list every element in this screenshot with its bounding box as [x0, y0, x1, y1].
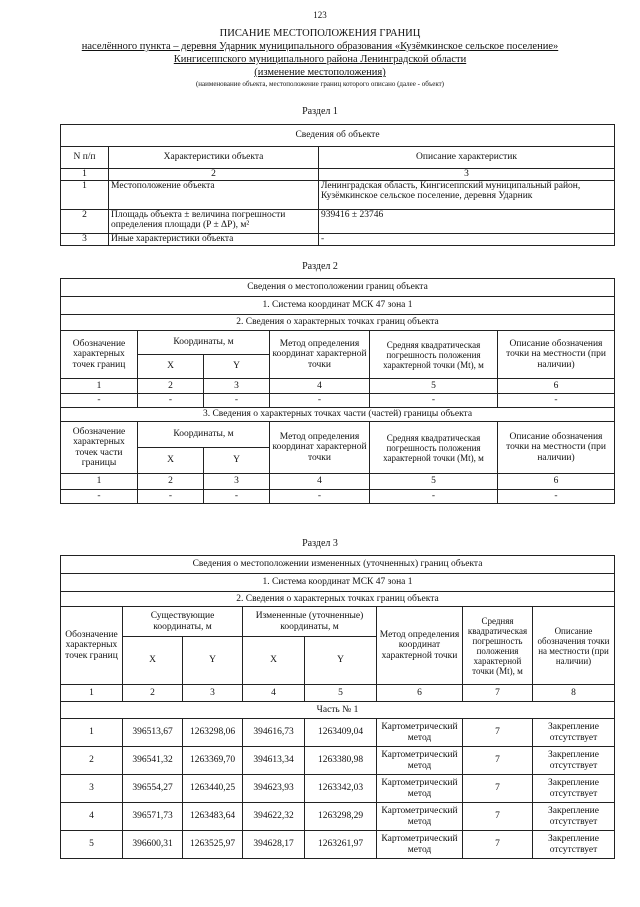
table-row: [61, 775, 615, 803]
existing-x: 396541,32: [123, 747, 183, 775]
row-name: Площадь объекта ± величина погрешности определения площади (P ± ΔP), м²: [109, 209, 319, 233]
cell-empty: -: [498, 490, 615, 504]
header-method: Метод определения координат характерной точки: [270, 331, 370, 379]
col-number: 7: [463, 685, 533, 702]
col-number: 1: [61, 474, 138, 490]
header-method: Метод определения координат характерной точки: [377, 607, 463, 685]
col-number: 2: [109, 169, 319, 181]
section-2-label: Раздел 2: [302, 261, 338, 272]
changed-x: 394622,32: [243, 803, 305, 831]
coordinate-system: 1. Система координат МСК 47 зона 1: [61, 297, 615, 315]
header-y: Y: [305, 637, 377, 685]
existing-y: 1263369,70: [183, 747, 243, 775]
table-row: [61, 719, 615, 747]
header-y: Y: [204, 355, 270, 379]
changed-y: 1263298,29: [305, 803, 377, 831]
section-1-caption: Сведения об объекте: [61, 125, 615, 147]
point-id: 2: [61, 747, 123, 775]
existing-x: 396513,67: [123, 719, 183, 747]
header-num: N п/п: [61, 147, 109, 169]
cell-empty: -: [370, 490, 498, 504]
header-x: X: [138, 448, 204, 474]
method: Картометрический метод: [377, 803, 463, 831]
method: Картометрический метод: [377, 747, 463, 775]
changed-x: 394613,34: [243, 747, 305, 775]
page-number: 123: [313, 10, 327, 20]
existing-x: 396571,73: [123, 803, 183, 831]
error-value: 7: [463, 719, 533, 747]
col-number: 4: [270, 474, 370, 490]
header-y: Y: [183, 637, 243, 685]
row-number: 1: [61, 180, 109, 209]
table-row: [61, 490, 615, 504]
col-number: 5: [370, 474, 498, 490]
cell-empty: -: [370, 394, 498, 408]
method: Картометрический метод: [377, 775, 463, 803]
header-x: X: [243, 637, 305, 685]
table-row: [61, 209, 615, 233]
header-y: Y: [204, 448, 270, 474]
header-point: Обозначение характерных точек границ: [61, 331, 138, 379]
col-number: 1: [61, 685, 123, 702]
row-number: 3: [61, 233, 109, 245]
changed-y: 1263380,98: [305, 747, 377, 775]
header-error: Средняя квадратическая погрешность положения характерной точки (Mt), м: [463, 607, 533, 685]
object-name-note: (наименование объекта, местоположение границ которого описано (далее - объект): [195, 80, 445, 88]
header-point: Обозначение характерных точек границ: [61, 607, 123, 685]
header-description: Описание обозначения точки на местности (при наличии): [498, 331, 615, 379]
header-characteristic: Характеристики объекта: [109, 147, 319, 169]
cell-empty: -: [138, 394, 204, 408]
changed-y: 1263342,03: [305, 775, 377, 803]
cell-empty: -: [270, 490, 370, 504]
existing-y: 1263483,64: [183, 803, 243, 831]
col-number: 5: [370, 379, 498, 394]
point-id: 5: [61, 831, 123, 859]
subsection-title: 2. Сведения о характерных точках границ объекта: [61, 315, 615, 331]
row-name: Иные характеристики объекта: [109, 233, 319, 245]
col-number: 3: [183, 685, 243, 702]
header-coordinates: Координаты, м: [138, 331, 270, 355]
col-number: 2: [138, 379, 204, 394]
changed-x: 394616,73: [243, 719, 305, 747]
point-description: Закрепление отсутствует: [533, 803, 615, 831]
row-number: 2: [61, 209, 109, 233]
col-number: 6: [498, 379, 615, 394]
section-1-label: Раздел 1: [302, 106, 338, 117]
header-error: Средняя квадратическая погрешность положения характерной точки (Mt), м: [370, 331, 498, 379]
col-number: 6: [498, 474, 615, 490]
coordinate-system: 1. Система координат МСК 47 зона 1: [61, 574, 615, 592]
cell-empty: -: [204, 490, 270, 504]
table-row: [61, 394, 615, 408]
table-row: [61, 747, 615, 775]
existing-y: 1263440,25: [183, 775, 243, 803]
error-value: 7: [463, 803, 533, 831]
col-number: 2: [138, 474, 204, 490]
document-title: ПИСАНИЕ МЕСТОПОЛОЖЕНИЯ ГРАНИЦ: [219, 28, 421, 39]
point-id: 3: [61, 775, 123, 803]
table-row: [61, 831, 615, 859]
point-description: Закрепление отсутствует: [533, 719, 615, 747]
changed-x: 394628,17: [243, 831, 305, 859]
cell-empty: -: [270, 394, 370, 408]
cell-empty: -: [61, 490, 138, 504]
existing-y: 1263298,06: [183, 719, 243, 747]
error-value: 7: [463, 747, 533, 775]
header-method: Метод определения координат характерной точки: [270, 422, 370, 474]
col-number: 5: [305, 685, 377, 702]
header-description: Описание обозначения точки на местности (при наличии): [533, 607, 615, 685]
col-number: 6: [377, 685, 463, 702]
point-description: Закрепление отсутствует: [533, 747, 615, 775]
error-value: 7: [463, 775, 533, 803]
row-value: -: [319, 233, 615, 245]
table-row: [61, 803, 615, 831]
col-number: 1: [61, 379, 138, 394]
part-label: Часть № 1: [61, 702, 615, 719]
col-number: 3: [319, 169, 615, 181]
col-number: 3: [204, 474, 270, 490]
section-2-table: [60, 278, 615, 504]
header-description: Описание характеристик: [319, 147, 615, 169]
changed-y: 1263261,97: [305, 831, 377, 859]
point-id: 4: [61, 803, 123, 831]
object-name-line-1: населённого пункта – деревня Ударник муниципального образования «Кузёмкинское сельское поселение»: [81, 41, 559, 52]
col-number: 3: [204, 379, 270, 394]
section-3-table: [60, 555, 615, 859]
object-name-line-3: (изменение местоположения): [254, 67, 386, 78]
cell-empty: -: [204, 394, 270, 408]
method: Картометрический метод: [377, 719, 463, 747]
section-2-caption: Сведения о местоположении границ объекта: [61, 279, 615, 297]
subsection-title: 2. Сведения о характерных точках границ объекта: [61, 592, 615, 607]
point-id: 1: [61, 719, 123, 747]
header-x: X: [123, 637, 183, 685]
changed-y: 1263409,04: [305, 719, 377, 747]
col-number: 4: [243, 685, 305, 702]
changed-x: 394623,93: [243, 775, 305, 803]
header-x: X: [138, 355, 204, 379]
cell-empty: -: [138, 490, 204, 504]
table-row: [61, 180, 615, 209]
section-3-caption: Сведения о местоположении измененных (уточненных) границ объекта: [61, 556, 615, 574]
header-error: Средняя квадратическая погрешность положения характерной точки (Mt), м: [370, 422, 498, 474]
existing-y: 1263525,97: [183, 831, 243, 859]
subsection-title: 3. Сведения о характерных точках части (частей) границы объекта: [61, 408, 615, 422]
existing-x: 396554,27: [123, 775, 183, 803]
header-point: Обозначение характерных точек части границы: [61, 422, 138, 474]
col-number: 2: [123, 685, 183, 702]
point-description: Закрепление отсутствует: [533, 831, 615, 859]
method: Картометрический метод: [377, 831, 463, 859]
col-number: 1: [61, 169, 109, 181]
table-row: [61, 233, 615, 245]
section-3-label: Раздел 3: [302, 538, 338, 549]
row-value: Ленинградская область, Кингисеппский муниципальный район, Кузёмкинское сельское поселение, деревня Ударник: [319, 180, 615, 209]
row-value: 939416 ± 23746: [319, 209, 615, 233]
header-description: Описание обозначения точки на местности (при наличии): [498, 422, 615, 474]
header-existing-coordinates: Существующие координаты, м: [123, 607, 243, 637]
cell-empty: -: [61, 394, 138, 408]
section-1-table: [60, 124, 615, 246]
error-value: 7: [463, 831, 533, 859]
row-name: Местоположение объекта: [109, 180, 319, 209]
col-number: 8: [533, 685, 615, 702]
existing-x: 396600,31: [123, 831, 183, 859]
col-number: 4: [270, 379, 370, 394]
document-header: [0, 27, 640, 89]
header-coordinates: Координаты, м: [138, 422, 270, 448]
object-name-line-2: Кингисеппского муниципального района Ленинградской области: [173, 54, 467, 65]
cell-empty: -: [498, 394, 615, 408]
point-description: Закрепление отсутствует: [533, 775, 615, 803]
header-changed-coordinates: Измененные (уточненные) координаты, м: [243, 607, 377, 637]
